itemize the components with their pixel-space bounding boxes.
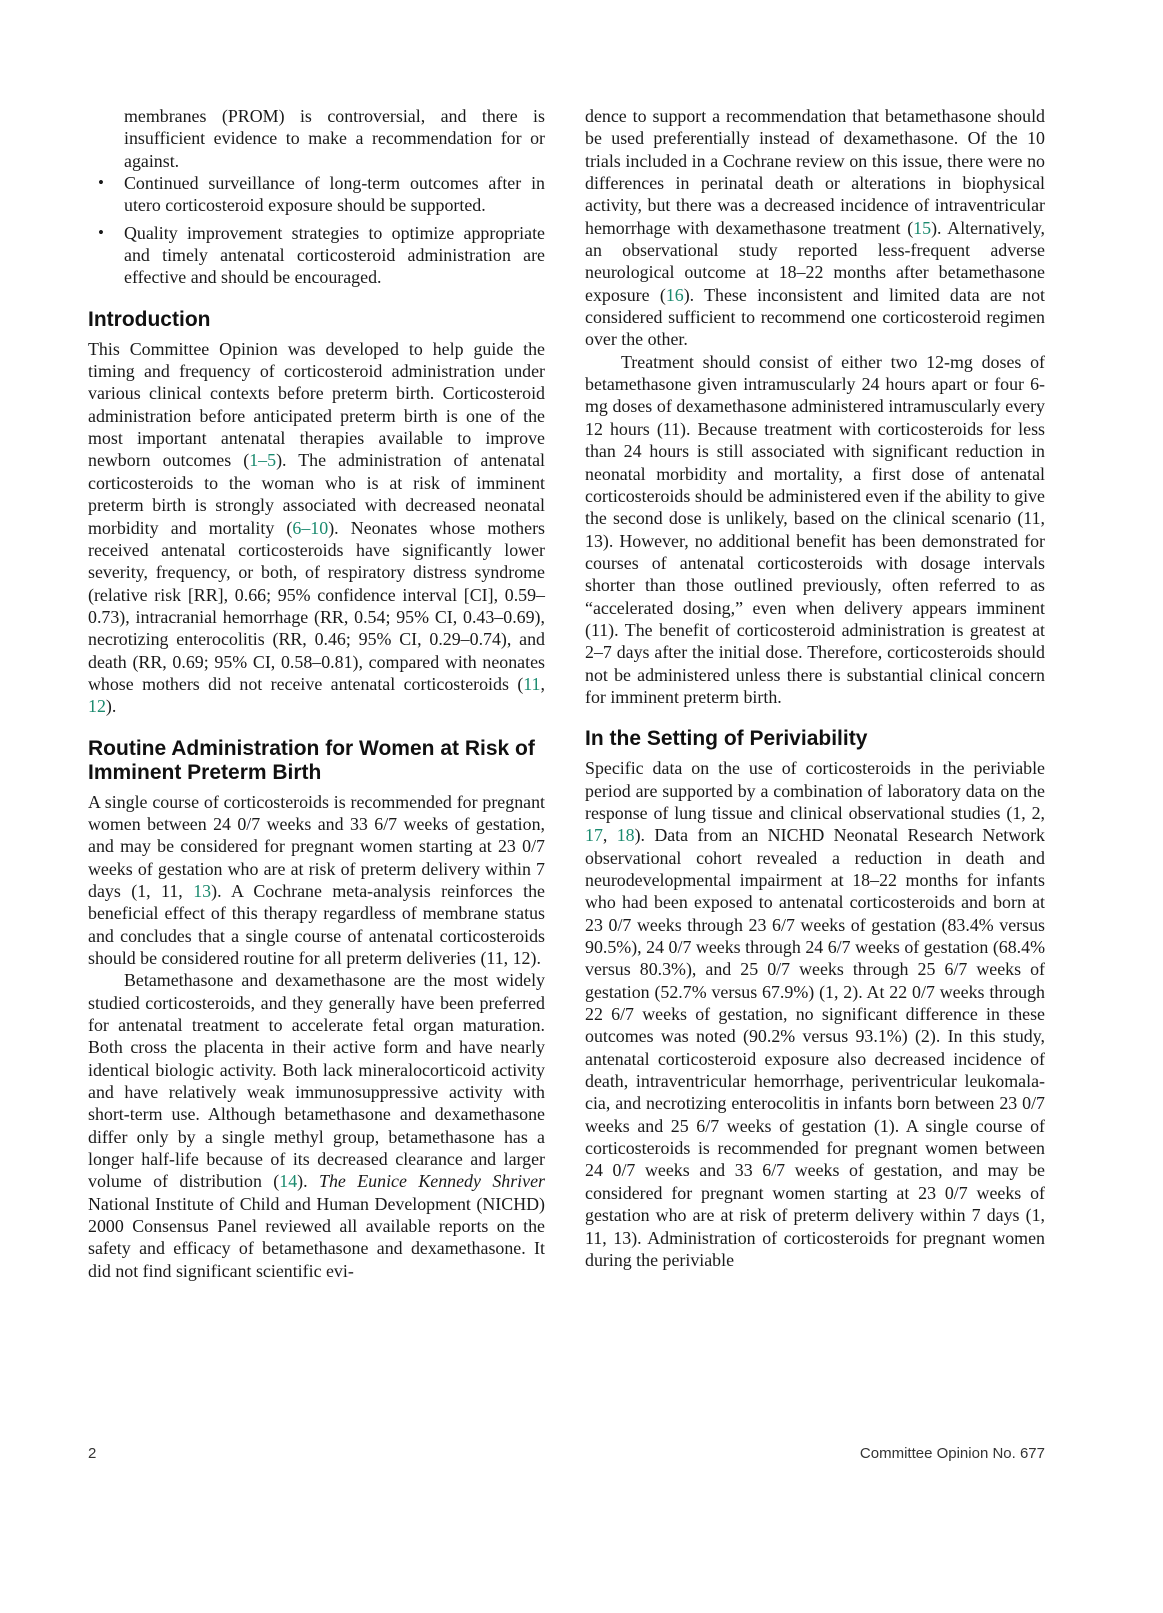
- reference-link[interactable]: 14: [279, 1171, 298, 1192]
- introduction-paragraph: This Committee Opinion was developed to help guide the timing and frequency of corticosteroid administration under various clinical contexts before preterm birth. Corticosteroid administration before anticipated preterm birth is one of the most important antenatal therapies available to improve newborn outcomes (1–5). The administration of antenatal corticosteroids to the woman who is at risk of imminent preterm birth is strongly associated with decreased neonatal morbidity and mortality (6–10). Neonates whose mothers received antenatal corticosteroids have significantly lower severity, frequency, or both, of respiratory distress syndrome (relative risk [RR], 0.66; 95% confidence interval [CI], 0.59–0.73), intracranial hemorrhage (RR, 0.54; 95% CI, 0.43–0.69), necrotizing enterocolitis (RR, 0.46; 95% CI, 0.29–0.74), and death (RR, 0.69; 95% CI, 0.58–0.81), compared with neonates whose mothers did not receive antenatal corticosteroids (11, 12).: [88, 338, 545, 717]
- reference-link[interactable]: 18: [616, 825, 635, 846]
- running-title: Committee Opinion No. 677: [859, 1445, 1045, 1462]
- reference-link[interactable]: 17: [585, 825, 603, 846]
- treatment-paragraph: Treatment should consist of either two 12-mg doses of betamethasone given intramuscularly 24 hours apart or four 6-mg doses of dexamethasone administered intramuscularly every 12 hours (11). Because treatment with corticosteroids for less than 24 hours is still associated with significant reduction in neonatal morbidity and mortality, a first dose of antenatal corticosteroids should be administered even if the ability to give the second dose is unlikely, based on the clinical scenario (11, 13). However, no additional benefit has been demonstrated for courses of antenatal corticosteroids with dosage intervals shorter than those outlined previously, often referred to as “accelerated dosing,” even when delivery appears imminent (11). The benefit of corticosteroid administration is greatest at 2–7 days after the initial dose. Therefore, corticosteroids should not be administered unless there is substantial clinical concern for imminent preterm birth.: [585, 351, 1045, 707]
- section-heading-introduction: Introduction: [88, 307, 211, 331]
- section-heading-routine-administration: Routine Administration for Women at Risk of Imminent Preterm Birth: [88, 736, 535, 784]
- reference-link[interactable]: 13: [193, 880, 212, 901]
- reference-link[interactable]: 1–5: [249, 450, 277, 471]
- bullet-icon: •: [98, 173, 104, 193]
- reference-link[interactable]: 15: [913, 217, 932, 238]
- continued-recommendation: membranes (PROM) is controversial, and there is insufficient evidence to make a recommendation for or against.: [124, 106, 545, 171]
- routine-paragraph-1: A single course of corticosteroids is recommended for pregnant women between 24 0/7 weeks and 33 6/7 weeks of gestation, and may be considered for pregnant women starting at 23 0/7 weeks of gestation who are at risk of preterm delivery within 7 days (1, 11, 13). A Cochrane meta-analysis reinforces the beneficial effect of this therapy regardless of membrane status and concludes that a single course of antenatal corticosteroids should be considered routine for all preterm deliveries (11, 12).: [88, 791, 545, 968]
- list-item-text: Quality improvement strategies to optimize appropriate and timely antenatal corticosteroid administration are effective and should be encouraged.: [124, 222, 545, 288]
- periviability-paragraph: Specific data on the use of corticosteroids in the periviable period are supported by a combination of laboratory data on the response of lung tissue and clinical observational studies (1, 2, 17, 18). Data from an NICHD Neonatal Research Network observational cohort revealed a reduction in death and neurodevelopmental impairment at 18–22 months for infants who had been exposed to antenatal corticosteroids and born at 23 0/7 weeks through 23 6/7 weeks of gestation (83.4% versus 90.5%), 24 0/7 weeks through 24 6/7 weeks of gestation (68.4% versus 80.3%), and 25 0/7 weeks through 25 6/7 weeks of gestation (52.7% versus 67.9%) (1, 2). At 22 0/7 weeks through 22 6/7 weeks of gestation, no significant difference in these outcomes was noted (90.2% versus 93.1%) (2). In this study, antenatal corticosteroid exposure also decreased incidence of death, intraventricular hemorrhage, periventricular leukomalacia, and necrotizing enterocolitis in infants born between 23 0/7 weeks and 25 6/7 weeks of gestation (1). A single course of corticosteroids is recommended for pregnant women between 24 0/7 weeks and 33 6/7 weeks of gestation, and may be considered for pregnant women starting at 23 0/7 weeks of gestation who are at risk of preterm delivery within 7 days (1, 11, 13). Administration of corticosteroids for pregnant women during the periviable: [585, 758, 1046, 1270]
- continued-paragraph: dence to support a recommendation that betamethasone should be used preferentially instead of dexamethasone. Of the 10 trials included in a Cochrane review on this issue, there were no differences in perinatal death or alterations in biophysical activity, but there was a decreased incidence of intraventricular hemorrhage with dexamethasone treatment (15). Alternatively, an observational study reported less-frequent adverse neurological outcome at 18–22 months after betamethasone exposure (16). These inconsistent and limited data are not considered sufficient to recommend one corticosteroid regimen over the other.: [585, 106, 1045, 350]
- reference-link[interactable]: 12: [88, 696, 106, 717]
- right-column: [585, 105, 1045, 1271]
- left-column: [88, 105, 545, 1282]
- page-number: 2: [88, 1445, 97, 1462]
- bullet-icon: •: [98, 222, 104, 242]
- reference-link[interactable]: 11: [523, 673, 541, 694]
- recommendation-list: [88, 172, 545, 289]
- routine-paragraph-2: Betamethasone and dexamethasone are the most widely studied corticosteroids, and they generally have been preferred for antenatal treatment to accelerate fetal organ maturation. Both cross the placenta in their active form and have nearly identical biologic activity. Both lack mineralocorticoid activity and have relatively weak immunosuppressive activity with short-term use. Although betamethasone and dexamethasone differ only by a single methyl group, betamethasone has a longer half-life because of its decreased clearance and larger volume of distribution (14). The Eunice Kennedy Shriver National Institute of Child and Human Development (NICHD) 2000 Consensus Panel reviewed all available reports on the safety and efficacy of betamethasone and dexamethasone. It did not find significant scientific evi-: [88, 970, 545, 1281]
- reference-link[interactable]: 16: [665, 284, 684, 305]
- list-item: [88, 172, 545, 217]
- list-item: [88, 222, 545, 289]
- list-item-text: Continued surveillance of long-term outcomes after in utero corticosteroid exposure should be supported.: [124, 173, 545, 216]
- reference-link[interactable]: 6–10: [292, 517, 329, 538]
- section-heading-periviability: In the Setting of Periviability: [585, 727, 868, 751]
